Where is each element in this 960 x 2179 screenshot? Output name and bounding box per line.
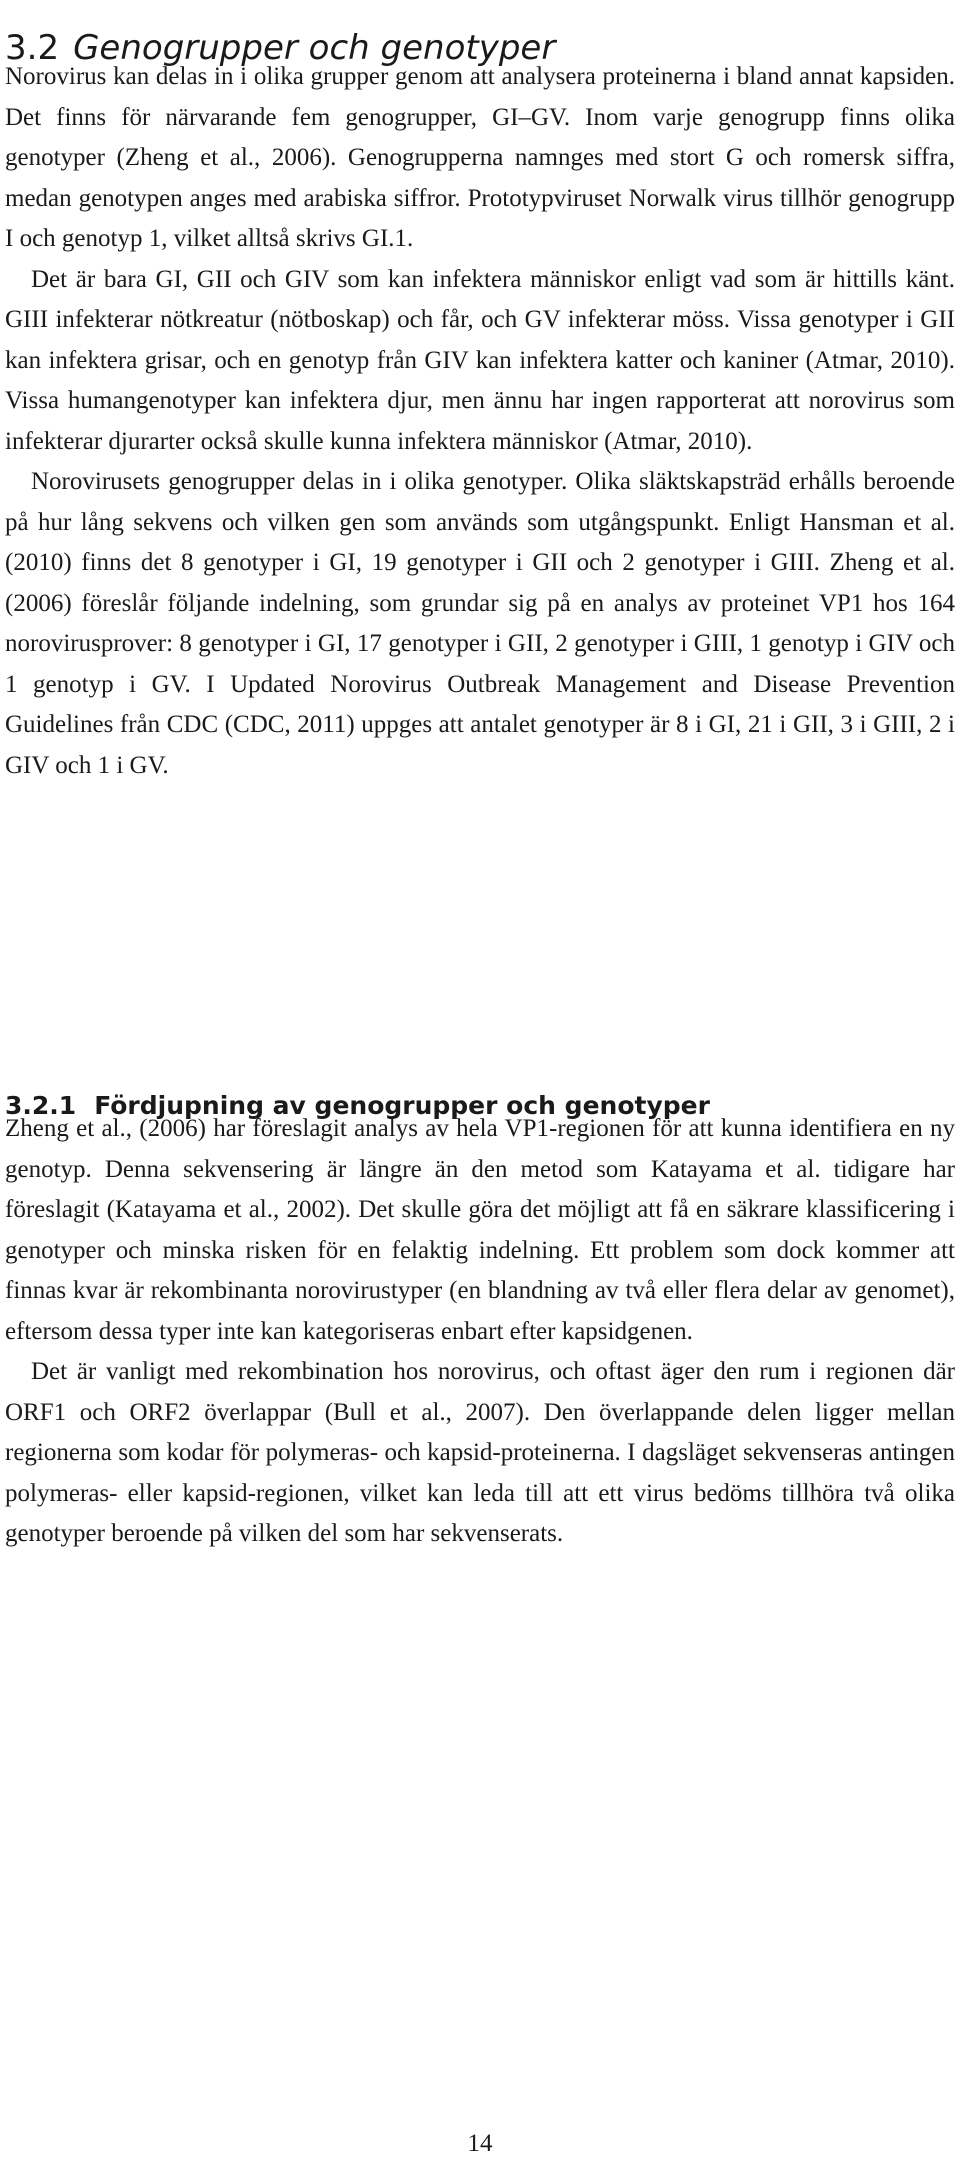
paragraph: Det är bara GI, GII och GIV som kan infektera människor enligt vad som är hittills känt. GIII infekterar nötkreatur (nötboskap) och får, och GV infekterar möss. Vissa genotyper i GII kan infektera grisar, och en genotyp från GIV kan infektera katter och kaniner (Atmar, 2010). Vissa humangenotyper kan infektera djur, men ännu har ingen rapporterat att norovirus som infekterar djurarter också skulle kunna infektera människor (Atmar, 2010).	[5, 265, 955, 455]
paragraph: Det är vanligt med rekombination hos norovirus, och oftast äger den rum i regionen där ORF1 och ORF2 överlappar (Bull et al., 2007). Den överlappande delen ligger mellan regionerna som kodar för polymeras- och kapsid-proteinerna. I dagsläget sekvenseras antingen polymeras- eller kapsid-regionen, vilket kan leda till att ett virus bedöms tillhöra två olika genotyper beroende på vilken del som har sekvenserats.	[5, 1358, 955, 1547]
subsection-title: Fördjupning av genogrupper och genotyper	[94, 1091, 710, 1120]
section-body	[5, 57, 955, 786]
paragraph: Norovirusets genogrupper delas in i olika genotyper. Olika släktskapsträd erhålls beroende på hur lång sekvens och vilken gen som används som utgångspunkt. Enligt Hansman et al. (2010) finns det 8 genotyper i GI, 19 genotyper i GII och 2 genotyper i GIII. Zheng et al. (2006) föreslår följande indelning, som grundar sig på en analys av proteinet VP1 hos 164 norovirusprover: 8 genotyper i GI, 17 genotyper i GII, 2 genotyper i GIII, 1 genotyp i GIV och 1 genotyp i GV. I Updated Norovirus Outbreak Management and Disease Prevention Guidelines från CDC (CDC, 2011) uppges att antalet genotyper är 8 i GI, 21 i GII, 3 i GIII, 2 i GIV och 1 i GV.	[5, 468, 955, 779]
section-number: 3.2	[5, 28, 60, 69]
section-title: Genogrupper och genotyper	[73, 28, 556, 69]
paragraph: Norovirus kan delas in i olika grupper genom att analysera proteinerna i bland annat kapsiden. Det finns för närvarande fem genogrupper, GI–GV. Inom varje genogrupp finns olika genotyper (Zheng et al., 2006). Genogrupperna namnges med stort G och romersk siffra, medan genotypen anges med arabiska siffror. Prototypviruset Norwalk virus tillhör genogrupp I och genotyp 1, vilket alltså skrivs GI.1.	[5, 63, 955, 252]
page-number: 14	[467, 2130, 493, 2157]
subsection-body	[5, 1109, 955, 1555]
paragraph: Zheng et al., (2006) har föreslagit analys av hela VP1-regionen för att kunna identifiera en ny genotyp. Denna sekvensering är längre än den metod som Katayama et al. tidigare har föreslagit (Katayama et al., 2002). Det skulle göra det möjligt att få en säkrare klassificering i genotyper och minska risken för en felaktig indelning. Ett problem som dock kommer att finnas kvar är rekombinanta norovirustyper (en blandning av två eller flera delar av genomet), eftersom dessa typer inte kan kategoriseras enbart efter kapsidgenen.	[5, 1115, 955, 1345]
subsection-number: 3.2.1	[5, 1091, 77, 1120]
